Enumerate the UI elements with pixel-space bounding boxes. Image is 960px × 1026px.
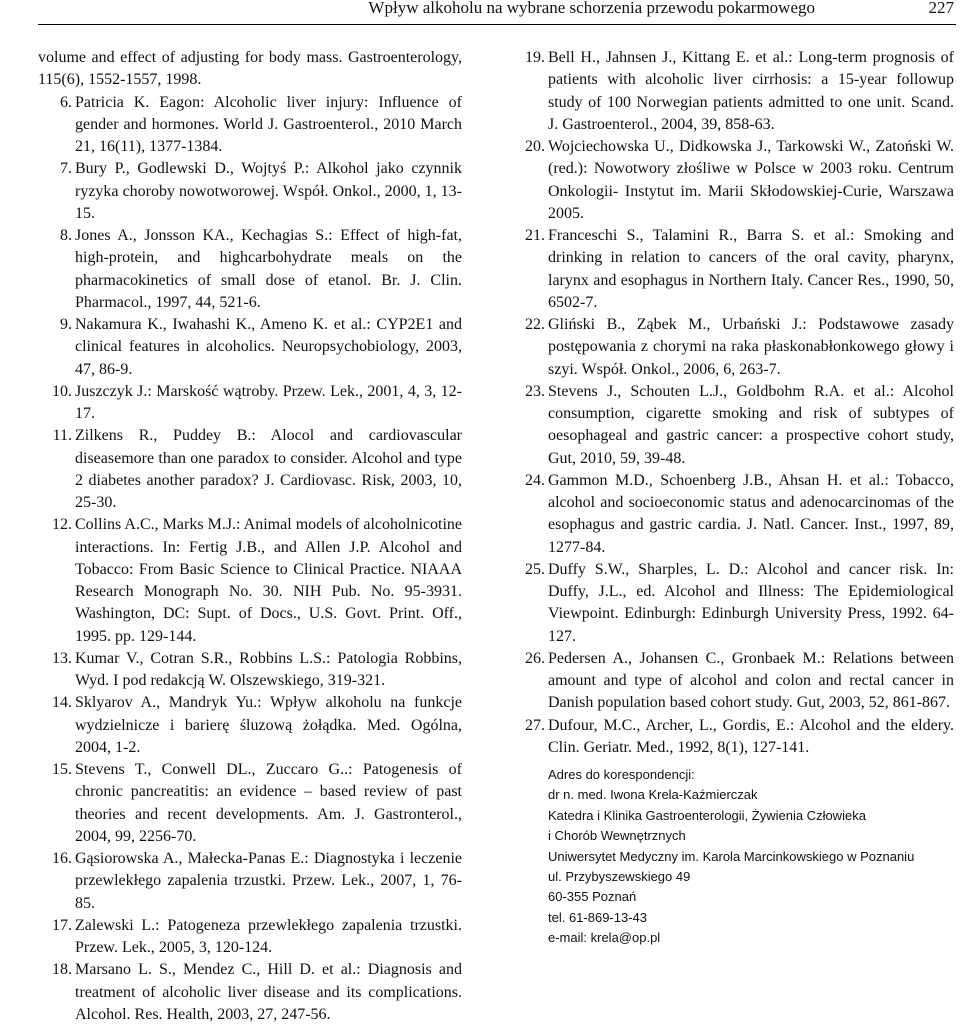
reference-number: 8. [60, 227, 72, 244]
reference-text: Bury P., Godlewski D., Wojtyś P.: Alkohol jako czynnik ryzyka choroby nowotworowej. Współ. Onkol., 2000, 1, 13-15. [75, 160, 462, 222]
reference-number: 6. [60, 93, 72, 111]
reference-item [511, 648, 954, 715]
reference-item [38, 92, 462, 159]
reference-item [38, 314, 462, 381]
reference-item [38, 848, 462, 915]
reference-number: 22. [525, 316, 545, 333]
reference-number: 13. [52, 649, 72, 667]
reference-number: 16. [52, 850, 72, 867]
address-line: Katedra i Klinika Gastroenterologii, Żywienia Człowieka [548, 807, 866, 823]
reference-text: Pedersen A., Johansen C., Gronbaek M.: Relations between amount and type of alcohol and colon and rectal cancer in Danish population based cohort study. Gut, 2003, 52, 861-867. [548, 649, 954, 712]
reference-text: Jones A., Jonsson KA., Kechagias S.: Effect of high-fat, high-protein, and highcarbohydrate meals on the pharmacokinetics of small dose of etanol. Br. J. Clin. Pharmacol., 1997, 44, 521-6. [75, 227, 462, 311]
reference-item [38, 759, 462, 848]
page-number: 227 [928, 0, 954, 17]
reference-item [38, 959, 462, 1026]
reference-number: 9. [60, 316, 72, 333]
address-line: Adres do korespondencji: [548, 767, 695, 782]
address-line: i Chorób Wewnętrznych [548, 828, 686, 844]
correspondence-address [548, 765, 914, 949]
reference-item [511, 715, 954, 760]
references-left-column [38, 47, 462, 1026]
reference-number: 25. [525, 560, 545, 578]
reference-text: Juszczyk J.: Marskość wątroby. Przew. Lek., 2001, 4, 3, 12-17. [75, 382, 462, 422]
address-line: Uniwersytet Medyczny im. Karola Marcinkowskiego w Poznaniu [548, 848, 915, 864]
reference-item [38, 158, 462, 225]
reference-number: 18. [52, 961, 72, 979]
reference-text: Zilkens R., Puddey B.: Alocol and cardiovascular diseasemore than one paradox to consider. Alcohol and type 2 diabetes another paradox? J. Cardiovasc. Risk, 2003, 10, 25-30. [75, 427, 462, 511]
address-line: tel. 61-869-13-43 [548, 909, 648, 925]
reference-item [38, 915, 462, 960]
reference-number: 7. [60, 160, 72, 178]
reference-text: Sklyarov A., Mandryk Yu.: Wpływ alkoholu na funkcje wydzielnicze i barierę śluzową żołądka. Med. Ogólna, 2004, 1-2. [75, 694, 462, 756]
reference-text: Gąsiorowska A., Małecka-Panas E.: Diagnostyka i leczenie przewlekłego zapalenia trzustki. Przew. Lek., 2007, 1, 76-85. [75, 850, 462, 912]
reference-number: 24. [525, 471, 545, 489]
reference-text: Gammon M.D., Schoenberg J.B., Ahsan H. et al.: Tobacco, alcohol and socioeconomic status and adenocarcinomas of the esophagus and gastric cardia. J. Natl. Cancer. Inst., 1997, 89, 1277-84. [548, 471, 954, 556]
reference-text: Dufour, M.C., Archer, L., Gordis, E.: Alcohol and the eldery. Clin. Geriatr. Med., 1992, 8(1), 127-141. [548, 716, 954, 756]
reference-text: Nakamura K., Iwahashi K., Ameno K. et al.: CYP2E1 and clinical features in alcoholics. Neuropsychobiology, 2003, 47, 86-9. [75, 316, 462, 378]
reference-number: 23. [525, 382, 545, 400]
reference-text: Bell H., Jahnsen J., Kittang E. et al.: Long-term prognosis of patients with alcoholic liver cirrhosis: a 15-year followup study of 100 Norwegian patients admitted to one unit. Scand. J. Gastroenterol., 2004, 39, 858-63. [548, 49, 954, 133]
reference-item [511, 314, 954, 381]
reference-text: Patricia K. Eagon: Alcoholic liver injury: Influence of gender and hormones. World J. Gastroenterol., 2010 March 21, 16(11), 1377-1384. [75, 93, 462, 155]
reference-item [38, 648, 462, 693]
reference-item [511, 559, 954, 648]
reference-item [511, 136, 954, 225]
reference-text: Wojciechowska U., Didkowska J., Tarkowski W., Zatoński W. (red.): Nowotwory złośliwe w Polsce w 2003 roku. Centrum Onkologii- Instytut im. Marii Skłodowskiej-Curie, Warszawa 2005. [548, 138, 954, 222]
references-right-column [511, 47, 954, 759]
reference-number: 21. [525, 227, 545, 244]
reference-item [38, 692, 462, 759]
reference-text: Gliński B., Ząbek M., Urbański J.: Podstawowe zasady postępowania z chorymi na raka płaskonabłonkowego głowy i szyi. Współ. Onkol., 2006, 6, 263-7. [548, 316, 954, 378]
reference-text: Franceschi S., Talamini R., Barra S. et al.: Smoking and drinking in relation to cancers of the oral cavity, pharynx, larynx and esophagus in Northern Italy. Cancer Res., 1990, 50, 6502-7. [548, 227, 954, 311]
reference-text: Stevens T., Conwell DL., Zuccaro G..: Patogenesis of chronic pancreatitis: an evidence – based review of past theories and recent developments. Am. J. Gastronterol., 2004, 99, 2256-70. [75, 761, 462, 845]
reference-item [511, 381, 954, 470]
reference-number: 12. [52, 516, 72, 534]
reference-text: Stevens J., Schouten L.J., Goldbohm R.A. et al.: Alcohol consumption, cigarette smoking and risk of subtypes of oesophageal and gastric cancer: a prospective cohort study, Gut, 2010, 59, 39-48. [548, 382, 954, 467]
reference-number: 14. [52, 694, 72, 712]
reference-number: 19. [525, 49, 545, 66]
reference-text: Zalewski L.: Patogeneza przewlekłego zapalenia trzustki. Przew. Lek., 2005, 3, 120-124. [75, 916, 462, 956]
reference-number: 15. [52, 761, 72, 778]
reference-item [38, 225, 462, 314]
reference-item [38, 381, 462, 426]
reference-text: Marsano L. S., Mendez C., Hill D. et al.: Diagnosis and treatment of alcoholic liver disease and its complications. Alcohol. Res. Health, 2003, 27, 247-56. [75, 961, 462, 1023]
reference-number: 20. [525, 138, 545, 155]
address-line: e-mail: krela@op.pl [548, 930, 661, 946]
reference-continuation: volume and effect of adjusting for body mass. Gastroenterology, 115(6), 1552-1557, 1998. [38, 49, 462, 89]
reference-text: Kumar V., Cotran S.R., Robbins L.S.: Patologia Robbins, Wyd. I pod redakcją W. Olszewskiego, 319-321. [75, 649, 462, 689]
reference-number: 27. [525, 716, 545, 734]
reference-number: 11. [52, 427, 72, 445]
running-title: Wpływ alkoholu na wybrane schorzenia przewodu pokarmowego [368, 0, 815, 17]
reference-text: Collins A.C., Marks M.J.: Animal models of alcoholnicotine interactions. In: Fertig J.B., and Allen J.P. Alcohol and Tobacco: From Basic Science to Clinical Practice. NIAAA Research Monograph No. 30. NIH Pub. No. 95-3931. Washington, DC: Supt. of Docs., U.S. Govt. Print. Off., 1995. pp. 129-144. [75, 516, 462, 645]
reference-text: Duffy S.W., Sharples, L. D.: Alcohol and cancer risk. In: Duffy, J.L., ed. Alcohol and Illness: The Epidemiological Viewpoint. Edinburgh: Edinburgh University Press, 1992. 64-127. [548, 560, 954, 645]
reference-item [511, 470, 954, 559]
running-header [0, 0, 960, 26]
reference-item [38, 514, 462, 648]
reference-number: 10. [52, 382, 72, 400]
address-line: 60-355 Poznań [548, 889, 637, 905]
address-line: dr n. med. Iwona Krela-Kaźmierczak [548, 787, 758, 803]
reference-number: 17. [52, 916, 72, 934]
reference-item [511, 225, 954, 314]
address-line: ul. Przybyszewskiego 49 [548, 869, 691, 885]
reference-item [511, 47, 954, 136]
reference-item [38, 425, 462, 514]
reference-number: 26. [525, 649, 545, 667]
header-rule [38, 24, 956, 25]
